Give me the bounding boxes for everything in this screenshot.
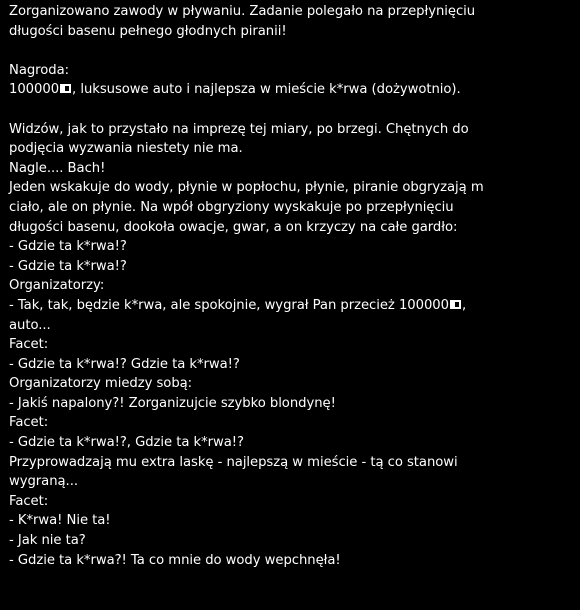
story-line: Organizatorzy: bbox=[9, 278, 105, 294]
blank-line bbox=[9, 41, 576, 61]
currency-icon bbox=[60, 84, 71, 93]
prize-line bbox=[9, 80, 576, 100]
organizers-reply-line bbox=[9, 296, 576, 316]
story-line: Facet: bbox=[9, 493, 49, 509]
story-line: Facet: bbox=[9, 337, 49, 353]
intro-line: Zorganizowano zawody w pływaniu. Zadanie polegało na przepłynięciu bbox=[9, 4, 476, 19]
story-line: Przyprowadzają mu extra laskę - najlepszą w mieście - tą co stanowi bbox=[9, 454, 458, 470]
story-line: Widzów, jak to przystało na imprezę tej miary, po brzegi. Chętnych do bbox=[9, 121, 469, 137]
organizers-reply-tail: , bbox=[461, 297, 467, 313]
story-line: długości basenu, dookoła owacje, gwar, a on krzyczy na całe gardło: bbox=[9, 219, 458, 235]
story-line: auto... bbox=[9, 317, 51, 333]
story-line: - Gdzie ta k*rwa!? Gdzie ta k*rwa!? bbox=[9, 356, 240, 372]
blank-line bbox=[9, 100, 576, 120]
currency-icon bbox=[450, 300, 461, 309]
story-line: - Gdzie ta k*rwa!? bbox=[9, 239, 127, 255]
story-line: - Jak nie ta? bbox=[9, 533, 86, 549]
prize-rest: , luksusowe auto i najlepsza w mieście k*rwa (dożywotnio). bbox=[72, 82, 461, 98]
story-line: Nagle.... Bach! bbox=[9, 160, 106, 176]
story-line: wygraną... bbox=[9, 474, 78, 490]
story-line: - Gdzie ta k*rwa?! Ta co mnie do wody wepchnęła! bbox=[9, 552, 341, 568]
story-line: Jeden wskakuje do wody, płynie w popłochu, płynie, piranie obgryzają m bbox=[9, 180, 484, 196]
organizers-reply-text: - Tak, tak, będzie k*rwa, ale spokojnie, wygrał Pan przecież 100000 bbox=[9, 297, 449, 313]
story-line: - Gdzie ta k*rwa!? bbox=[9, 258, 127, 274]
story-line: - Jakiś napalony?! Zorganizujcie szybko blondynę! bbox=[9, 395, 336, 411]
prize-heading: Nagroda: bbox=[9, 62, 70, 78]
intro-line: długości basenu pełnego głodnych piranii! bbox=[9, 23, 287, 39]
story-line: Organizatorzy miedzy sobą: bbox=[9, 376, 193, 392]
prize-amount: 100000 bbox=[9, 82, 60, 98]
story-line: - Gdzie ta k*rwa!?, Gdzie ta k*rwa!? bbox=[9, 435, 244, 451]
story-line: podjęcia wyzwania niestety nie ma. bbox=[9, 141, 243, 157]
story-line: - K*rwa! Nie ta! bbox=[9, 513, 111, 529]
story-line: Facet: bbox=[9, 415, 49, 431]
story-line: ciało, ale on płynie. Na wpół obgryziony wyskakuje po przepłynięciu bbox=[9, 199, 454, 215]
